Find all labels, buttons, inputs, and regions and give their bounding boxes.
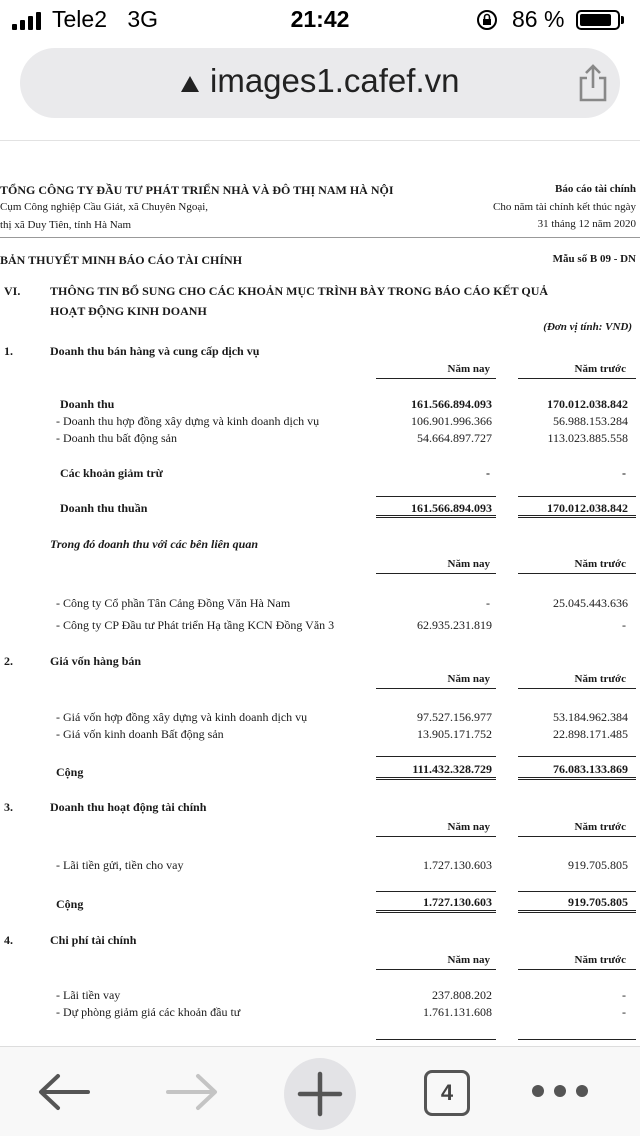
s2-total-label: Cộng [56,765,84,779]
s2-total-current: 111.432.328.729 [412,762,492,776]
related-2-label: - Công ty CP Đầu tư Phát triển Hạ tầng KCN Đồng Văn 3 [56,618,335,632]
url-domain: images1.cafef.vn [210,62,460,99]
related-2-current: 62.935.231.819 [417,618,492,632]
document-page [0,140,640,1046]
net-revenue-label: Doanh thu thuần [60,501,148,515]
rotation-lock-icon [476,9,498,31]
interest-income-label: - Lãi tiền gửi, tiền cho vay [56,858,184,872]
s3-total-current: 1.727.130.603 [423,895,492,909]
revenue-label: Doanh thu [60,397,115,411]
section-1-title: Doanh thu bán hàng và cung cấp dịch vụ [50,344,260,358]
report-period: Cho năm tài chính kết thúc ngày [493,201,636,213]
section-4-title: Chi phí tài chính [50,933,137,947]
section-3-title: Doanh thu hoạt động tài chính [50,800,207,814]
battery-percentage: 86 % [512,6,565,32]
related-1-prior: 25.045.443.636 [553,596,628,610]
col-prior-header: Năm trước [574,363,626,375]
investment-provision-prior: - [622,1005,626,1019]
s3-col-prior-header: Năm trước [574,821,626,833]
s2-col-current-header: Năm nay [447,673,490,685]
forward-arrow-icon[interactable] [164,1072,220,1112]
net-revenue-current: 161.566.894.093 [411,501,492,515]
part-title-line-2: HOẠT ĐỘNG KINH DOANH [50,304,207,318]
related-2-prior: - [622,618,626,632]
net-revenue-prior: 170.012.038.842 [547,501,628,515]
tabs-icon[interactable]: 4 [424,1070,470,1116]
cogs-construction-prior: 53.184.962.384 [553,710,628,724]
s3-total-prior: 919.705.805 [568,895,628,909]
interest-income-current: 1.727.130.603 [423,858,492,872]
deductions-prior: - [622,466,626,480]
cogs-realestate-prior: 22.898.171.485 [553,727,628,741]
s2-col-prior-header: Năm trước [574,673,626,685]
back-arrow-icon[interactable] [36,1072,92,1112]
address-bar[interactable] [20,48,620,118]
loan-interest-label: - Lãi tiền vay [56,988,121,1002]
col-current-header: Năm nay [447,363,490,375]
report-date: 31 tháng 12 năm 2020 [537,218,636,230]
related-1-label: - Công ty Cổ phần Tân Cảng Đồng Văn Hà Nam [56,596,291,610]
construction-current: 106.901.996.366 [411,414,492,428]
investment-provision-current: 1.761.131.608 [423,1005,492,1019]
address-line-1: Cụm Công nghiệp Cầu Giát, xã Chuyên Ngoại, [0,201,209,213]
address-line-2: thị xã Duy Tiên, tỉnh Hà Nam [0,219,132,231]
carrier-name: Tele2 [52,6,107,32]
cogs-realestate-current: 13.905.171.752 [417,727,492,741]
section-3-number: 3. [4,800,13,814]
s2-total-prior: 76.083.133.869 [553,762,628,776]
investment-provision-label: - Dự phòng giảm giá các khoản đầu tư [56,1005,241,1019]
related-parties-title: Trong đó doanh thu với các bên liên quan [50,537,259,551]
section-4-number: 4. [4,933,13,947]
battery-icon [576,10,620,30]
revenue-current: 161.566.894.093 [411,397,492,411]
browser-toolbar [0,1046,640,1136]
section-2-title: Giá vốn hàng bán [50,654,142,668]
new-tab-button[interactable] [284,1058,356,1130]
unit-note: (Đơn vị tính: VND) [543,321,632,333]
interest-income-prior: 919.705.805 [568,858,628,872]
related-col-prior-header: Năm trước [574,558,626,570]
form-number: Mẫu số B 09 - DN [552,253,636,265]
loan-interest-current: 237.808.202 [432,988,492,1002]
clock: 21:42 [290,6,350,32]
warning-icon [180,74,200,94]
cogs-realestate-label: - Giá vốn kinh doanh Bất động sản [56,727,224,741]
report-title: Báo cáo tài chính [555,183,636,195]
realestate-current: 54.664.897.727 [417,431,492,445]
realestate-prior: 113.023.885.558 [547,431,628,445]
section-1-number: 1. [4,344,13,358]
related-1-current: - [486,596,490,610]
construction-prior: 56.988.153.284 [553,414,628,428]
s4-col-prior-header: Năm trước [574,954,626,966]
section-2-number: 2. [4,654,13,668]
part-number: VI. [4,284,21,298]
revenue-prior: 170.012.038.842 [547,397,628,411]
share-icon[interactable] [576,64,610,102]
s3-total-label: Cộng [56,897,84,911]
company-name: TỔNG CÔNG TY ĐẦU TƯ PHÁT TRIỂN NHÀ VÀ ĐÔ THỊ NAM HÀ NỘI [0,183,394,197]
section-title: BẢN THUYẾT MINH BÁO CÁO TÀI CHÍNH [0,253,243,267]
network-type: 3G [127,6,159,32]
related-col-current-header: Năm nay [447,558,490,570]
s4-col-current-header: Năm nay [447,954,490,966]
construction-label: - Doanh thu hợp đồng xây dựng và kinh doanh dịch vụ [56,414,320,428]
loan-interest-prior: - [622,988,626,1002]
status-bar [0,0,640,40]
realestate-label: - Doanh thu bất động sản [56,431,177,445]
cogs-construction-current: 97.527.156.977 [417,710,492,724]
s3-col-current-header: Năm nay [447,821,490,833]
plus-icon [284,1058,356,1130]
part-title-line-1: THÔNG TIN BỔ SUNG CHO CÁC KHOẢN MỤC TRÌNH BÀY TRONG BÁO CÁO KẾT QUẢ [50,284,549,298]
more-icon[interactable] [532,1081,592,1101]
deductions-label: Các khoản giảm trừ [60,466,163,480]
cogs-construction-label: - Giá vốn hợp đồng xây dựng và kinh doanh dịch vụ [56,710,308,724]
deductions-current: - [486,466,490,480]
